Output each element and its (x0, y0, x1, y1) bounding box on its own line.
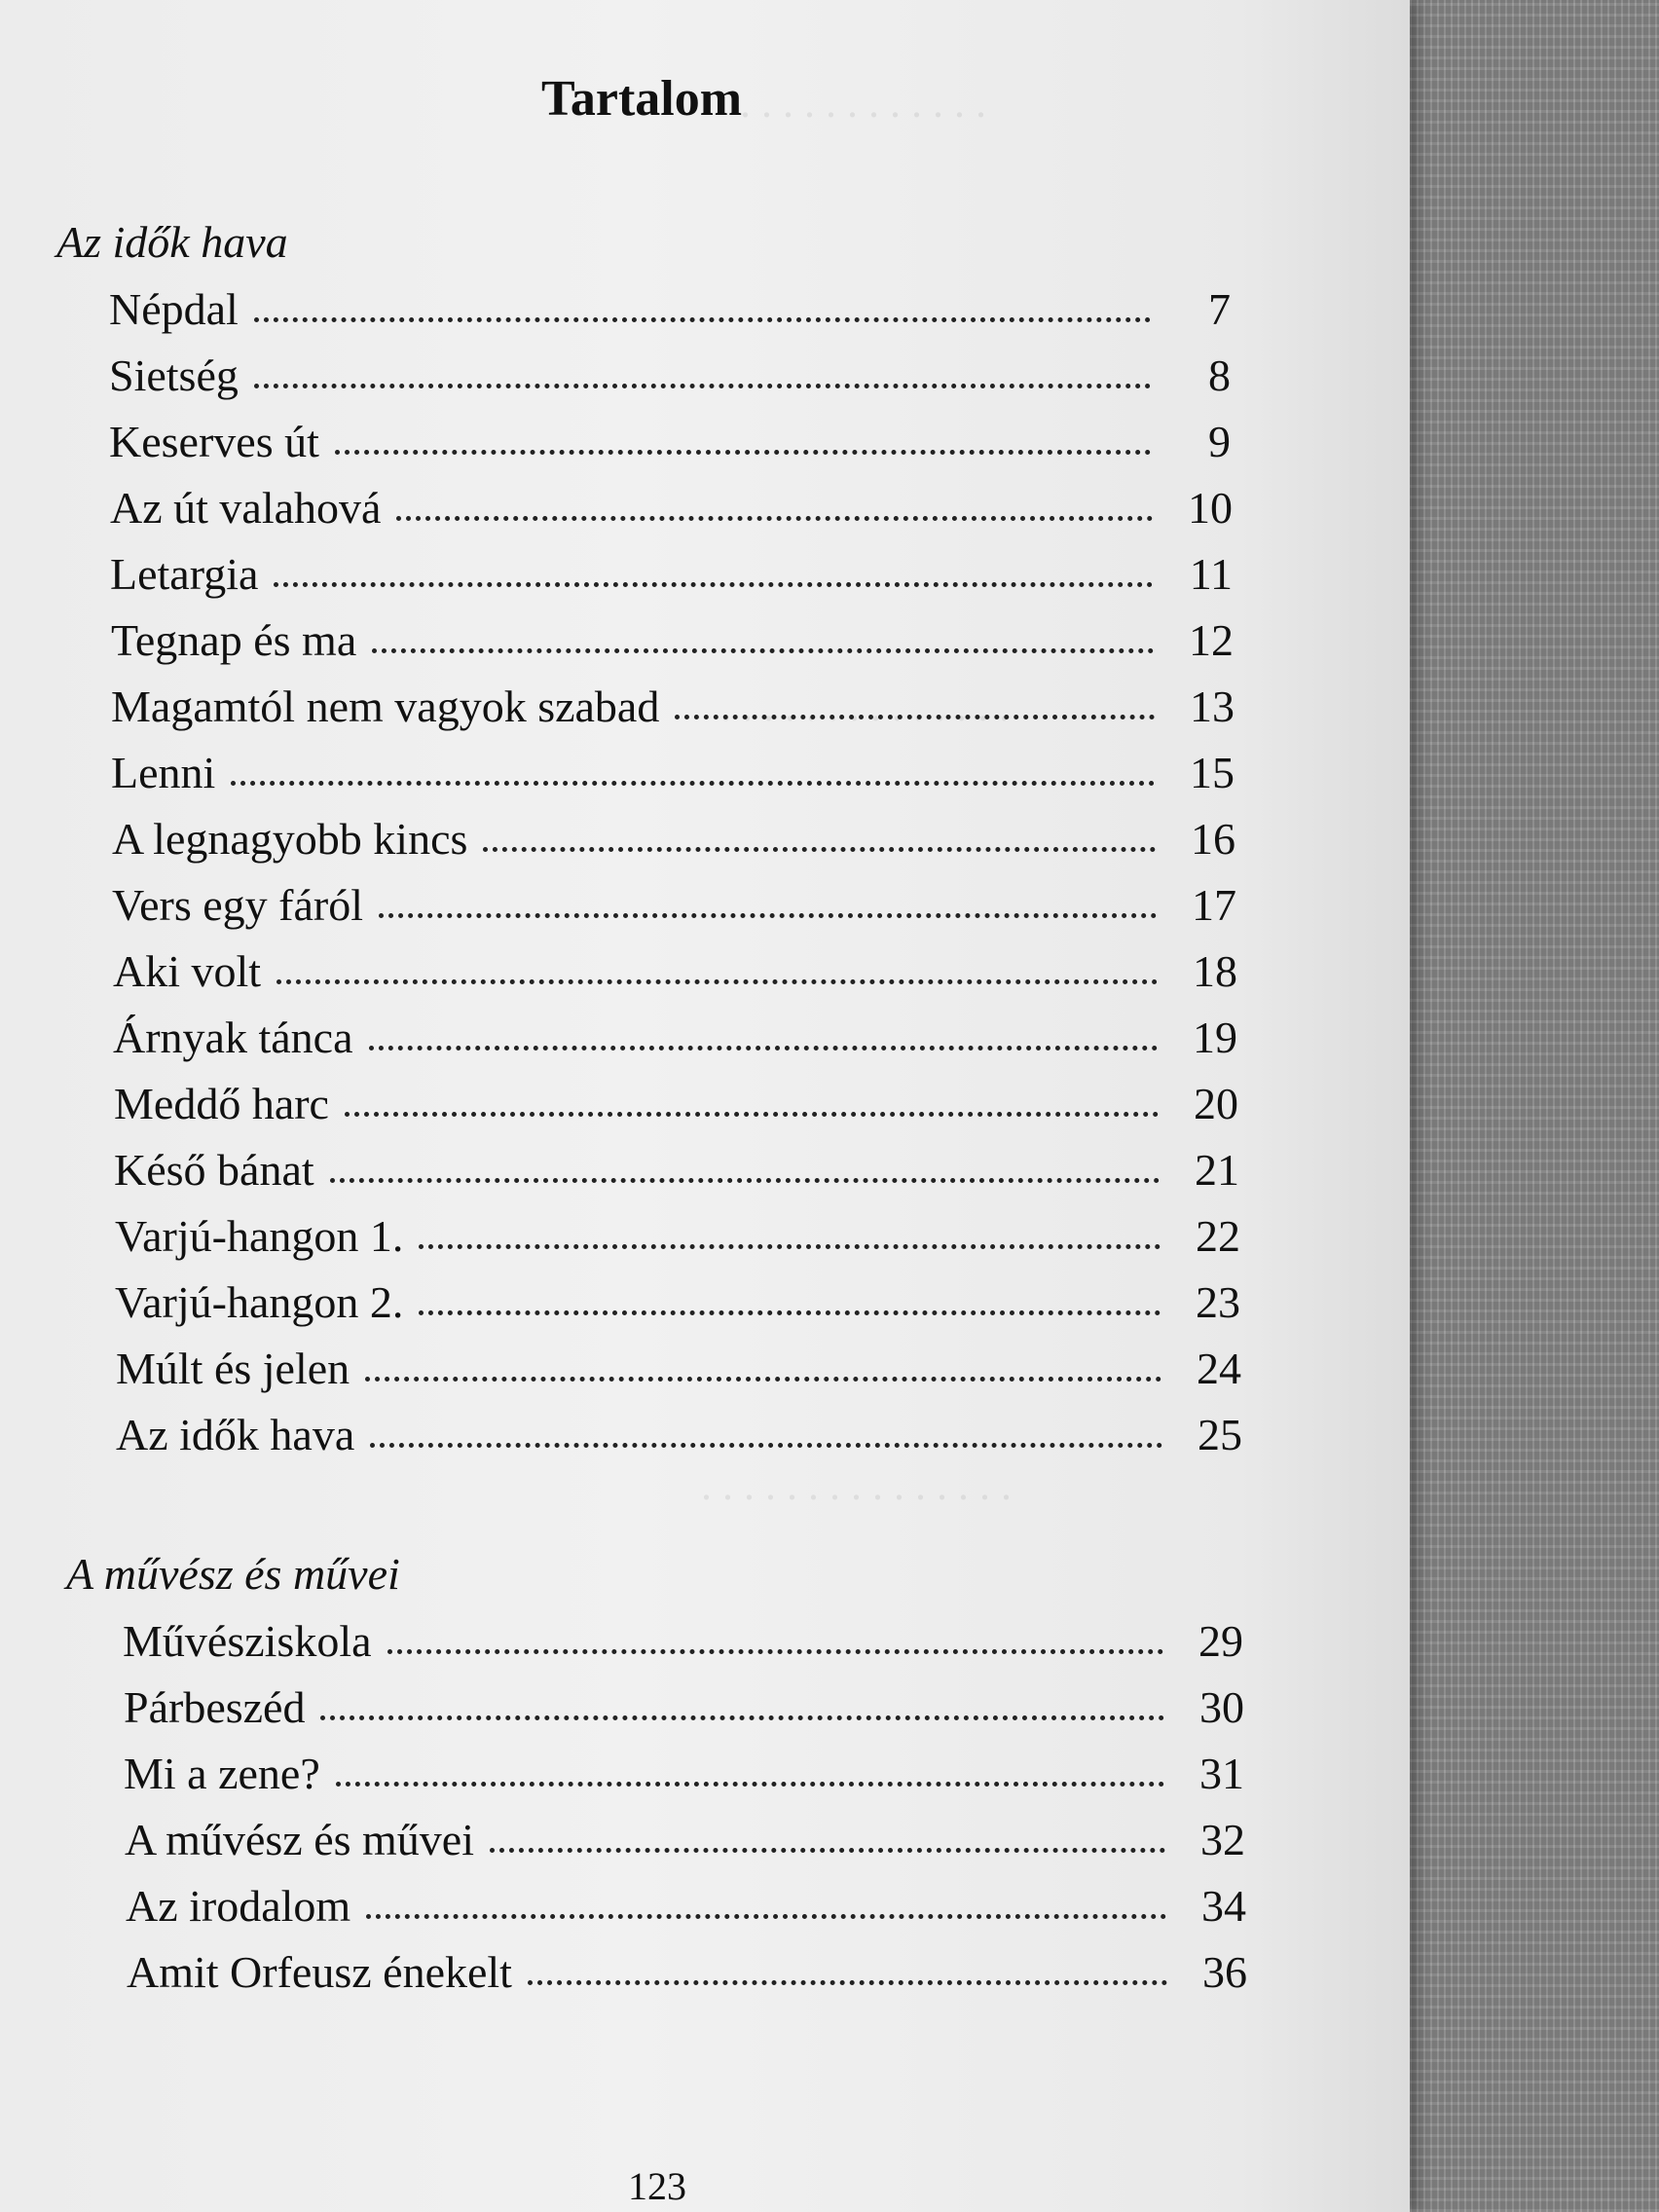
entry-title: Meddő harc (114, 1079, 329, 1128)
dot-leader (372, 648, 1154, 653)
toc-entry (116, 1336, 1241, 1402)
toc-entry (110, 541, 1233, 608)
dot-leader (387, 1649, 1163, 1654)
entry-title: Párbeszéd (124, 1682, 306, 1732)
dot-leader (490, 1848, 1165, 1853)
entry-title: Az idők hava (116, 1410, 355, 1459)
show-through-text: . . . . . . . . . . . . . . (720, 682, 1010, 730)
entry-page: 9 (1208, 417, 1231, 466)
dot-leader (379, 913, 1157, 918)
entry-title: Amit Orfeusz énekelt (127, 1947, 512, 1997)
entry-page: 11 (1189, 549, 1233, 599)
toc-entry (112, 872, 1236, 939)
toc-entry (123, 1608, 1243, 1675)
dot-leader (276, 979, 1158, 984)
entry-page: 12 (1189, 615, 1234, 665)
entry-page: 16 (1191, 814, 1235, 864)
page-number: 123 (628, 2164, 686, 2208)
toc-entry (114, 1137, 1239, 1203)
toc-entry (113, 1005, 1237, 1071)
show-through-text: . . . . . . . . . . . . (740, 79, 986, 127)
toc-entry (109, 409, 1231, 475)
dot-leader (336, 1782, 1164, 1787)
dot-leader (254, 384, 1151, 388)
dot-leader (369, 1046, 1159, 1051)
entry-title: Vers egy fáról (112, 880, 364, 930)
entry-title: Mi a zene? (124, 1749, 320, 1798)
toc-entry (126, 1873, 1246, 1939)
toc-entry (114, 1071, 1238, 1137)
dot-leader (330, 1178, 1160, 1183)
entry-page: 30 (1199, 1682, 1244, 1732)
dot-leader (320, 1715, 1164, 1720)
entry-title: Aki volt (113, 946, 262, 996)
section-title: Az idők hava (56, 217, 288, 267)
toc-entry (111, 740, 1235, 806)
entry-title: A művész és művei (125, 1815, 474, 1864)
toc-entry (109, 343, 1231, 409)
dot-leader (274, 582, 1153, 587)
entry-page: 21 (1195, 1145, 1239, 1195)
entry-title: Magamtól nem vagyok szabad (111, 682, 660, 731)
toc-entry (115, 1203, 1240, 1270)
toc-entry (110, 475, 1233, 541)
entry-title: Keserves út (109, 417, 319, 466)
dot-leader (396, 516, 1153, 521)
toc-entry (124, 1741, 1244, 1807)
toc-entry (111, 608, 1234, 674)
dot-leader (335, 450, 1151, 455)
entry-page: 20 (1194, 1079, 1238, 1128)
dot-leader (675, 715, 1155, 719)
entry-title: Az út valahová (110, 483, 382, 533)
dot-leader (483, 847, 1156, 852)
entry-page: 15 (1190, 748, 1235, 797)
dot-leader (345, 1112, 1159, 1117)
entry-title: Varjú-hangon 1. (115, 1211, 404, 1261)
dot-leader (231, 781, 1155, 786)
toc-entry (116, 1402, 1242, 1468)
dot-leader (365, 1377, 1161, 1382)
dot-leader (419, 1244, 1161, 1249)
entry-title: Árnyak tánca (113, 1013, 353, 1062)
entry-page: 36 (1202, 1947, 1247, 1997)
entry-title: Művésziskola (123, 1616, 372, 1666)
dot-leader (254, 317, 1151, 322)
entry-page: 10 (1188, 483, 1233, 533)
entry-title: Múlt és jelen (116, 1344, 350, 1393)
entry-page: 29 (1198, 1616, 1243, 1666)
entry-page: 8 (1208, 350, 1231, 400)
entry-title: Az irodalom (126, 1881, 351, 1931)
toc-entry (125, 1807, 1245, 1873)
entry-page: 17 (1192, 880, 1236, 930)
show-through-text: . . . . . . . . . . . . . . . (701, 1461, 1012, 1509)
toc-entry (115, 1270, 1240, 1336)
entry-title: Varjú-hangon 2. (115, 1277, 404, 1327)
entry-page: 31 (1199, 1749, 1244, 1798)
toc-entry (124, 1675, 1244, 1741)
entry-page: 13 (1190, 682, 1235, 731)
toc-entry (111, 674, 1235, 740)
dot-leader (419, 1310, 1161, 1315)
entry-page: 23 (1196, 1277, 1240, 1327)
entry-page: 34 (1201, 1881, 1246, 1931)
dot-leader (528, 1980, 1167, 1985)
entry-title: Letargia (110, 549, 259, 599)
entry-page: 19 (1193, 1013, 1237, 1062)
entry-title: Késő bánat (114, 1145, 314, 1195)
entry-title: Lenni (111, 748, 216, 797)
toc-entry (112, 806, 1235, 872)
backdrop-surface (1382, 0, 1659, 2212)
dot-leader (366, 1914, 1166, 1919)
dot-leader (370, 1443, 1162, 1448)
toc-entry (127, 1939, 1247, 2006)
entry-page: 32 (1200, 1815, 1245, 1864)
entry-page: 22 (1196, 1211, 1240, 1261)
entry-title: A legnagyobb kincs (112, 814, 468, 864)
entry-page: 24 (1197, 1344, 1241, 1393)
section-title: A művész és művei (66, 1549, 400, 1599)
toc-entry (109, 276, 1231, 343)
entry-title: Népdal (109, 284, 239, 334)
entry-title: Sietség (109, 350, 239, 400)
page-title: Tartalom (540, 71, 743, 127)
entry-title: Tegnap és ma (111, 615, 357, 665)
entry-page: 7 (1208, 284, 1231, 334)
toc-entry (113, 939, 1237, 1005)
entry-page: 18 (1193, 946, 1237, 996)
entry-page: 25 (1198, 1410, 1242, 1459)
